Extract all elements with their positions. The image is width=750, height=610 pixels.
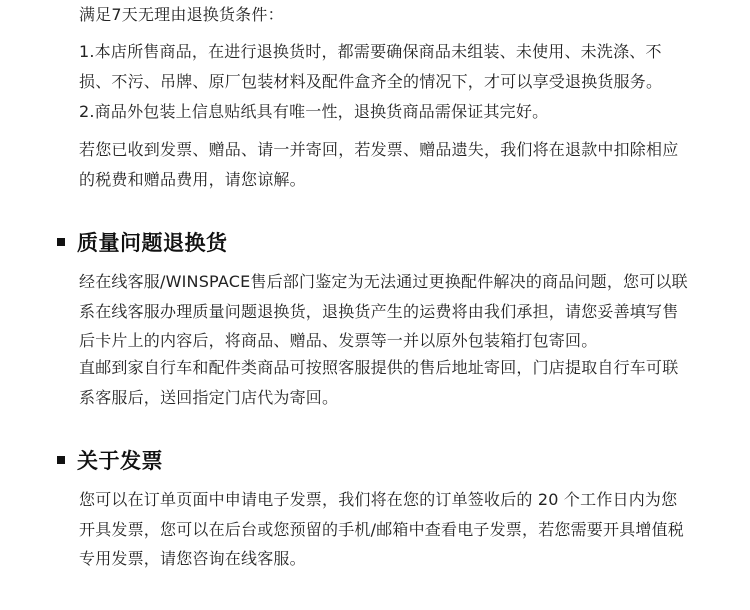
intro-item-2: 2.商品外包装上信息贴纸具有唯一性，退换货商品需保证其完好。 [79,102,549,121]
quality-section-title: 质量问题退换货 [77,231,228,255]
invoice-paragraph-1: 您可以在订单页面中申请电子发票，我们将在您的订单签收后的 20 个工作日内为您开具发票，您可以在后台或您预留的手机/邮箱中查看电子发票，若您需要开具增值税专用发票，请您咨询在线客服。 [79,490,684,568]
intro-item-1: 1.本店所售商品，在进行退换货时，都需要确保商品未组装、未使用、未洗涤、不损、不污、吊牌、原厂包装材料及配件盒齐全的情况下，才可以享受退换货服务。 [79,42,663,91]
quality-paragraph-1: 经在线客服/WINSPACE售后部门鉴定为无法通过更换配件解决的商品问题，您可以联系在线客服办理质量问题退换货，退换货产生的运费将由我们承担，请您妥善填写售后卡片上的内容后，将商品、赠品、发票等一并以原外包装箱打包寄回。 [79,272,688,350]
invoice-section-header [57,445,163,475]
quality-paragraph-2: 直邮到家自行车和配件类商品可按照客服提供的售后地址寄回，门店提取自行车可联系客服后，送回指定门店代为寄回。 [79,358,679,407]
quality-section-header [57,227,228,257]
intro-note: 若您已收到发票、赠品、请一并寄回，若发票、赠品遗失，我们将在退款中扣除相应的税费和赠品费用，请您谅解。 [79,140,679,189]
square-bullet-icon [57,456,65,464]
square-bullet-icon [57,238,65,246]
intro-heading: 满足7天无理由退换货条件： [79,5,284,24]
invoice-section-title: 关于发票 [77,449,163,473]
